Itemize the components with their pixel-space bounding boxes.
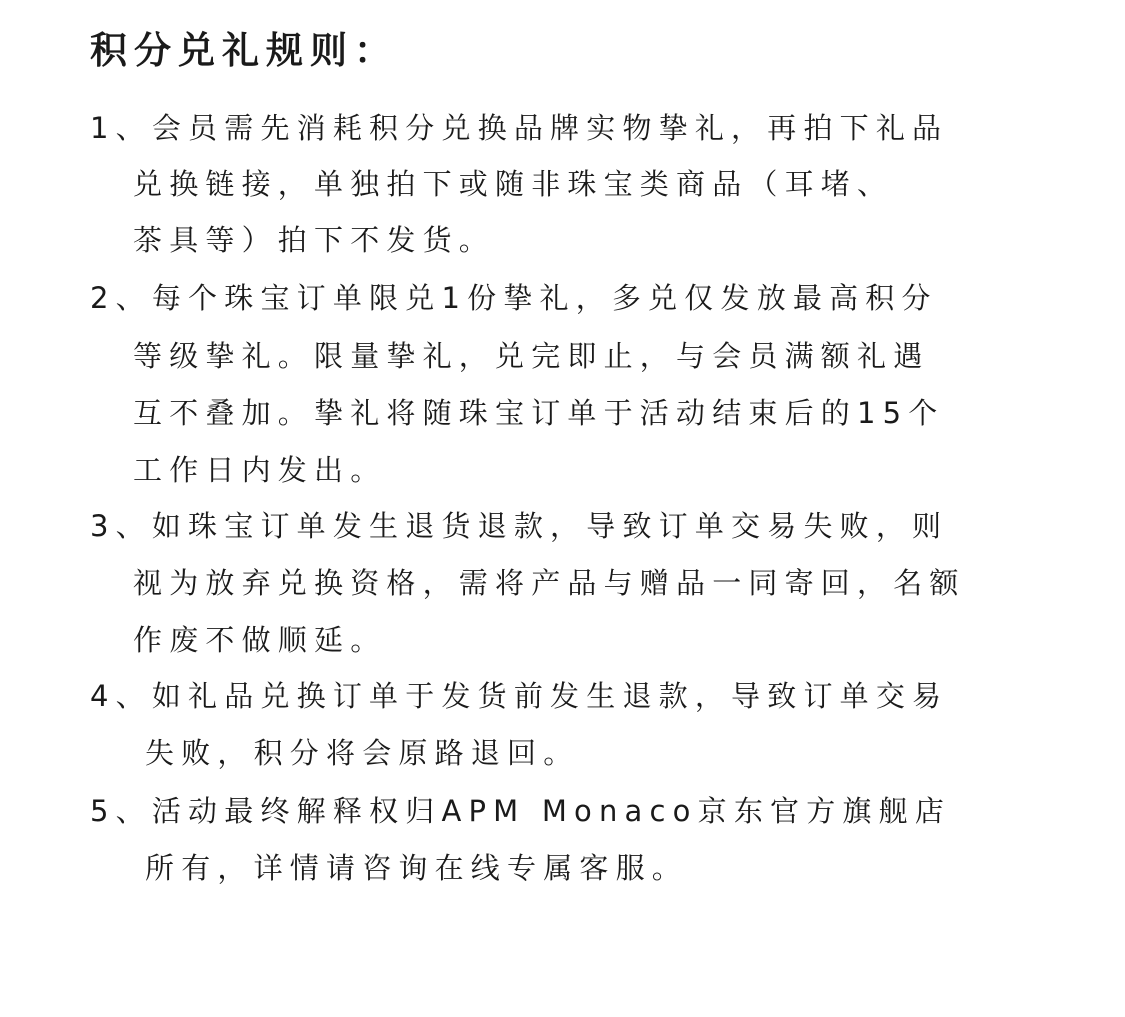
rule-2-line-1: 2、每个珠宝订单限兑1份挚礼，多兑仅发放最高积分 [90, 281, 938, 315]
rule-1-line-1: 1、会员需先消耗积分兑换品牌实物挚礼，再拍下礼品 [90, 111, 949, 145]
rule-4-line-2: 失败，积分将会原路退回。 [145, 736, 580, 770]
rule-3-line-1: 3、如珠宝订单发生退货退款，导致订单交易失败，则 [90, 509, 949, 543]
rule-4-line-1: 4、如礼品兑换订单于发货前发生退款，导致订单交易 [90, 679, 949, 713]
rule-2-line-3: 互不叠加。挚礼将随珠宝订单于活动结束后的15个 [133, 396, 945, 430]
rule-3-line-3: 作废不做顺延。 [133, 623, 387, 657]
rule-1-line-2: 兑换链接，单独拍下或随非珠宝类商品（耳堵、 [133, 167, 894, 201]
rule-2-line-4: 工作日内发出。 [133, 453, 387, 487]
rule-5-line-2: 所有，详情请咨询在线专属客服。 [145, 851, 689, 885]
rule-2-line-2: 等级挚礼。限量挚礼，兑完即止，与会员满额礼遇 [133, 339, 930, 373]
rule-1-line-3: 茶具等）拍下不发货。 [133, 223, 496, 257]
rule-3-line-2: 视为放弃兑换资格，需将产品与赠品一同寄回，名额 [133, 566, 966, 600]
rule-5-line-1: 5、活动最终解释权归APM Monaco京东官方旗舰店 [90, 794, 952, 828]
page-title: 积分兑礼规则： [90, 29, 398, 72]
